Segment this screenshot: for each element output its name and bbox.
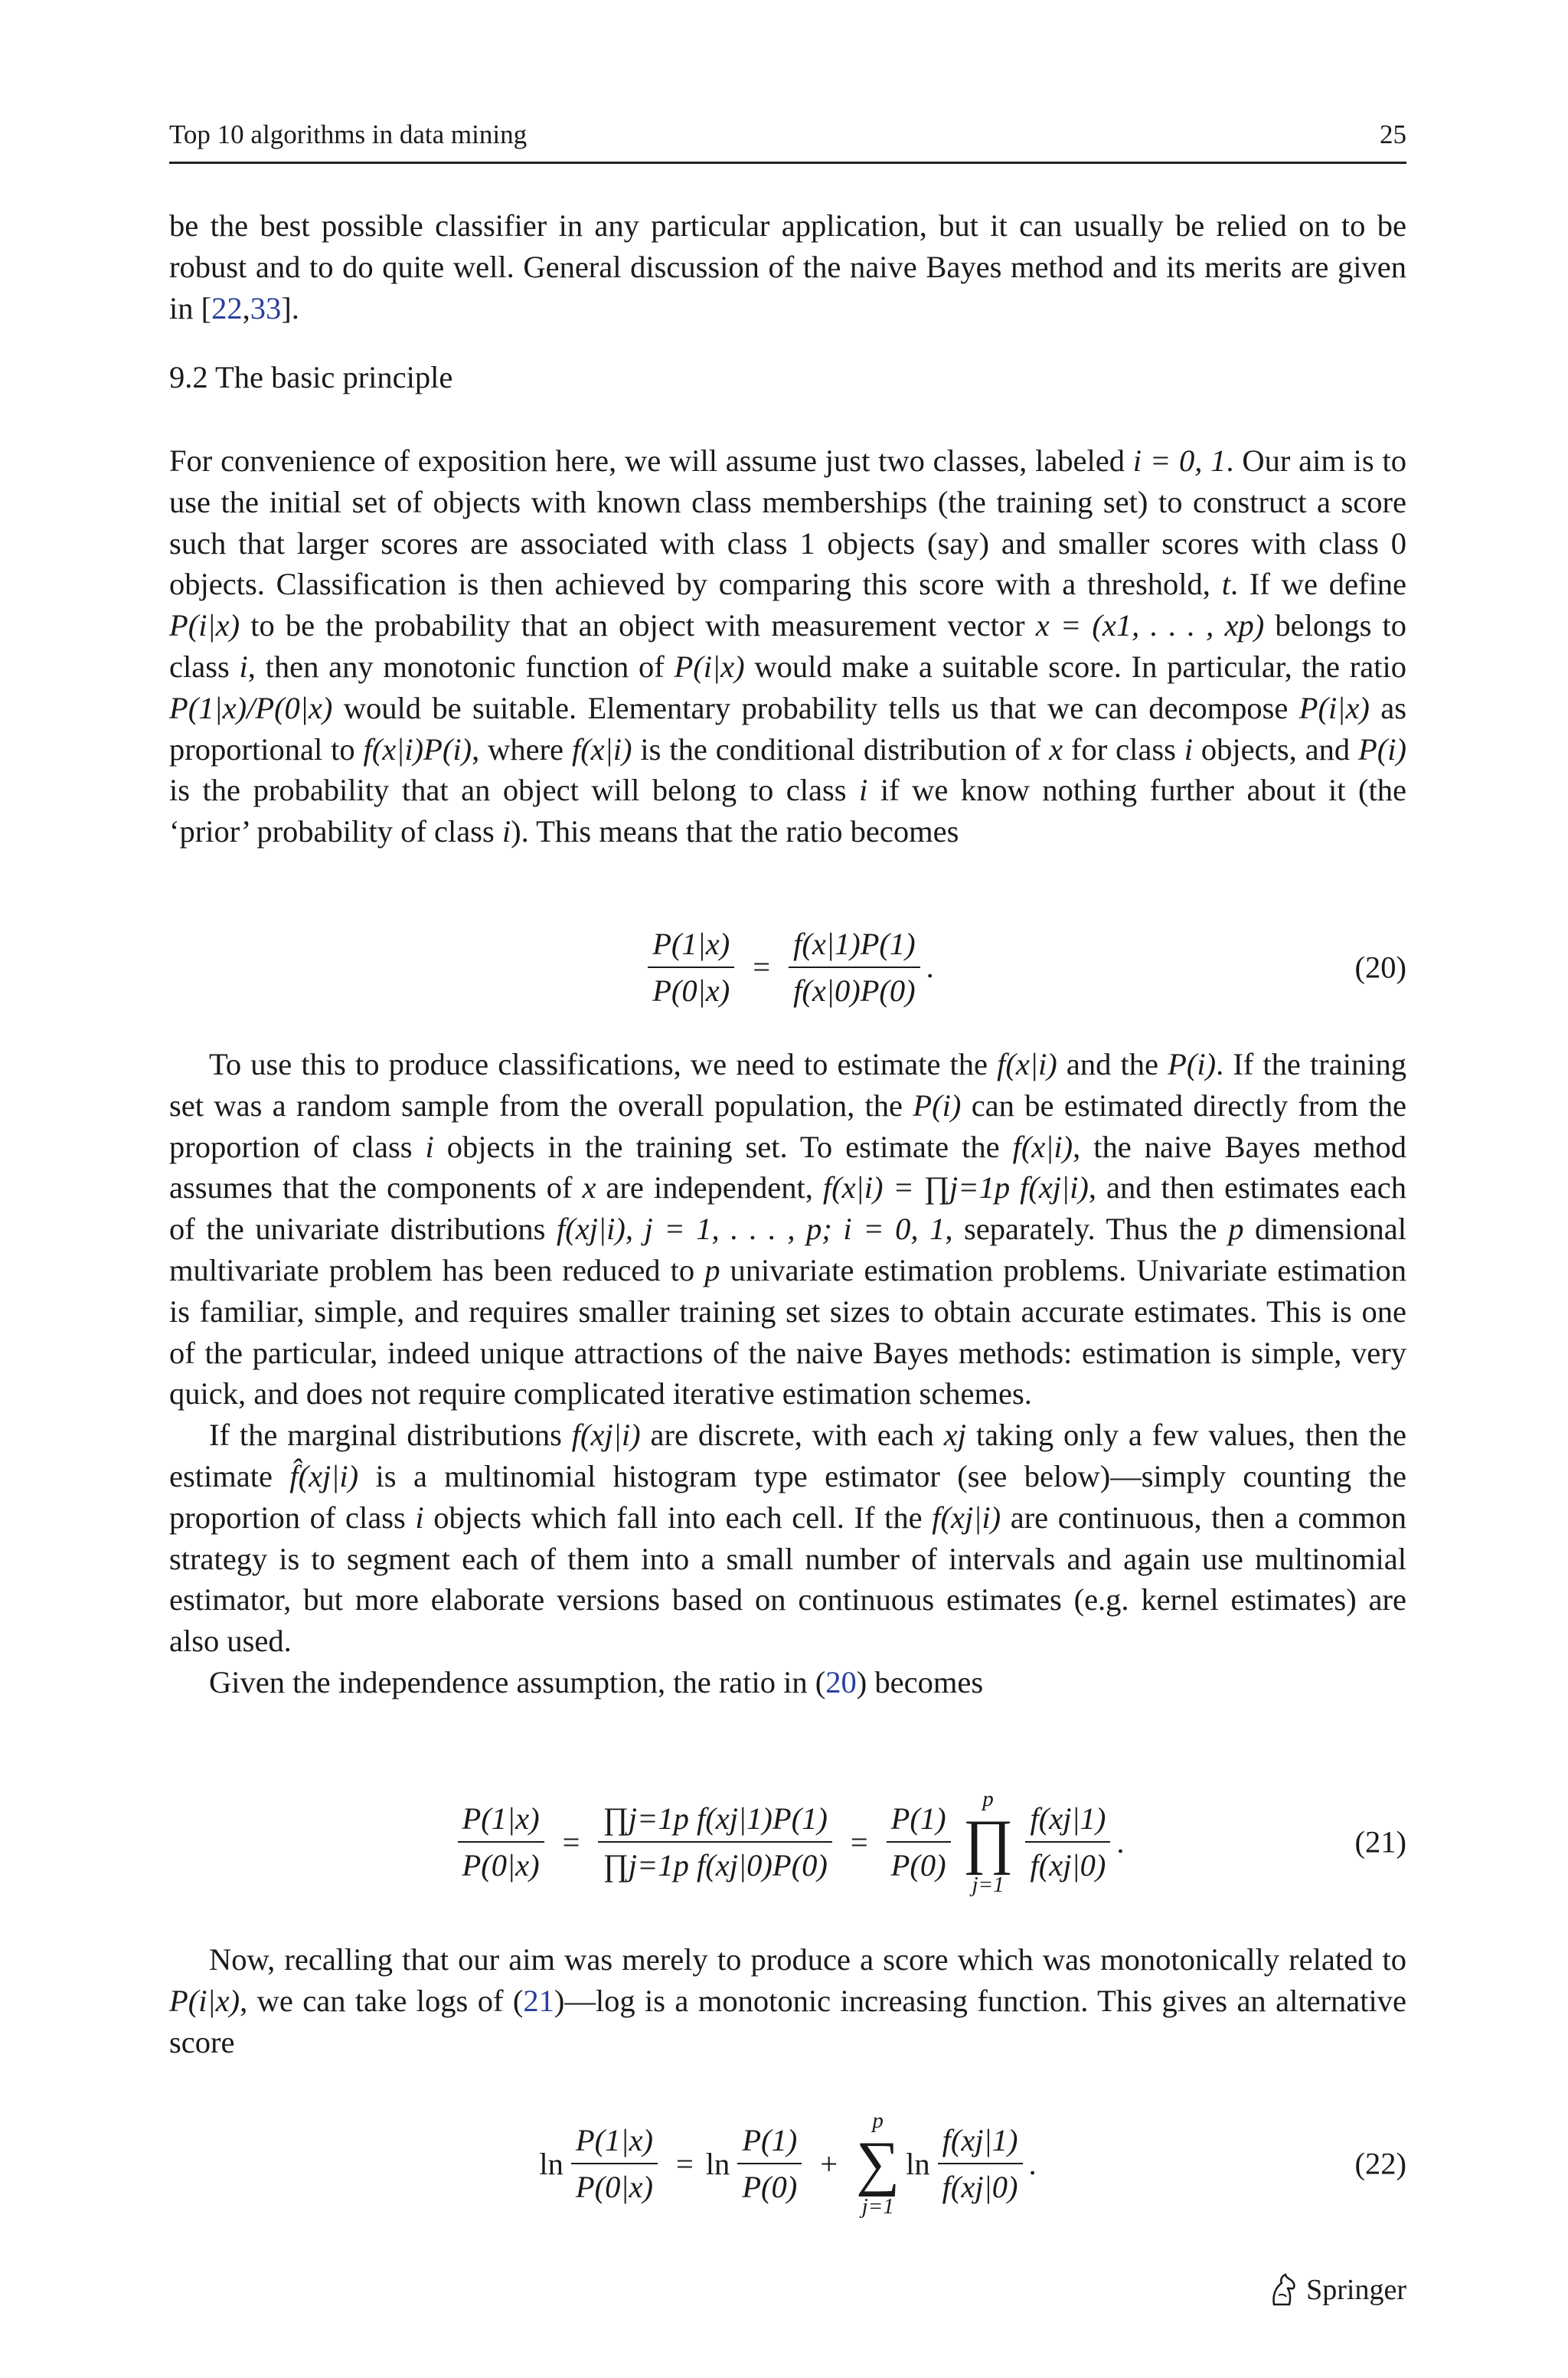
running-header (169, 115, 1406, 155)
publisher-name: Springer (1306, 2274, 1406, 2306)
equation-reference-link[interactable]: 20 (825, 1664, 857, 1699)
fraction: $\frac{P(1|x)}{P(0|x)}$ (571, 2122, 658, 2205)
citation-link[interactable]: 22 (211, 290, 243, 325)
publisher-logo (1268, 2268, 1406, 2311)
paragraph-estimation: To use this to produce classifications, we need to estimate the f(x|i) and the P(i). If the training set was a random sample from the overall population, the P(i) can be estimated directly from the proportion of class i objects in the training set. To estimate the f(x|i), the naive Bayes method assumes that the components of x are independent, f(x|i) = ∏j=1p f(xj|i), and then estimates each of the univariate distributions f(xj|i), j = 1, . . . , p; i = 0, 1, separately. Thus the p dimensional multivariate problem has been reduced to p univariate estimation problems. Univariate estimation is familiar, simple, and requires smaller training set sizes to obtain accurate estimates. This is one of the particular, indeed unique attractions of the naive Bayes methods: estimation is simple, very quick, and does not require complicated iterative estimation schemes. If the marginal distributions f(xj|i) are discrete, with each xj taking only a few values, then the estimate f̂(xj|i) is a multinomial histogram type estimator (see below)—simply counting the proportion of class i objects which fall into each cell. If the f(xj|i) are continuous, then a common strategy is to segment each of them into a small number of intervals and again use multinomial estimator, but more elaborate versions based on continuous estimates (e.g. kernel estimates) are also used. Given the independence assumption, the ratio in (20) becomes (169, 1047, 1406, 1699)
fraction: $\frac{f(xj|1)}{f(xj|0)}$ (938, 2122, 1023, 2205)
sum-operator: p ∑ j=1 (856, 2108, 900, 2219)
equation-21: $\frac{P(1|x)}{P(0|x)}$ = $\frac{\text{∏j=1p f(xj|1)P(1)}}{\text{∏j=1p f(xj|0)P(0)}}$ = $\frac{P(1)}{P(0)}$ p ∏ j=1 $\frac{f(xj|1)}{f(xj|0)}$ . (21) (169, 1781, 1406, 1903)
fraction: $\frac{P(1|x)}{P(0|x)}$ (458, 1801, 544, 1883)
journal-title: Top 10 algorithms in data mining (169, 119, 528, 149)
fraction: $\frac{P(1|x)}{P(0|x)}$ (648, 926, 734, 1009)
equation-number: (21) (1354, 1824, 1406, 1860)
fraction: $\frac{\text{∏j=1p f(xj|1)P(1)}}{\text{∏j=1p f(xj|0)P(0)}}$ (598, 1801, 831, 1883)
header-rule (169, 162, 1406, 164)
page-number: 25 (1380, 119, 1406, 149)
equation-22: ln $\frac{P(1|x)}{P(0|x)}$ = ln $\frac{P(1)}{P(0)}$ + p ∑ j=1 ln $\frac{f(xj|1)}{f(xj|0)}$ . (22) (539, 2108, 1406, 2219)
equation-number: (22) (1354, 2146, 1406, 2181)
citation-link[interactable]: 33 (250, 290, 282, 325)
equation-reference-link[interactable]: 21 (523, 1983, 554, 2018)
intro-paragraph: be the best possible classifier in any particular application, but it can usually be relied on to be robust and to do quite well. General discussion of the naive Bayes method and its merits are given in [22,33]. (169, 208, 1406, 325)
equation-number: (20) (1354, 950, 1406, 984)
fraction: $\frac{P(1)}{P(0)}$ (737, 2122, 802, 2205)
fraction: $\frac{f(x|1)P(1)}{f(x|0)P(0)}$ (789, 926, 920, 1009)
springer-horse-icon (1268, 2272, 1298, 2308)
paragraph-log-score: Now, recalling that our aim was merely to produce a score which was monotonically related to P(i|x), we can take logs of (21)—log is a monotonic increasing function. This gives an alternative score (169, 1942, 1406, 2059)
paragraph-basic-principle: For convenience of exposition here, we will assume just two classes, labeled i = 0, 1. Our aim is to use the initial set of objects with known class memberships (the training set) to construct a score such that larger scores are associated with class 1 objects (say) and smaller scores with class 0 objects. Classification is then achieved by comparing this score with a threshold, t. If we define P(i|x) to be the probability that an object with measurement vector x = (x1, . . . , xp) belongs to class i, then any monotonic function of P(i|x) would make a suitable score. In particular, the ratio P(1|x)/P(0|x) would be suitable. Elementary probability tells us that we can decompose P(i|x) as proportional to f(x|i)P(i), where f(x|i) is the conditional distribution of x for class i objects, and P(i) is the probability that an object will belong to class i if we know nothing further about it (the ‘prior’ probability of class i). This means that the ratio becomes (169, 443, 1407, 849)
section-heading: 9.2 The basic principle (169, 360, 453, 394)
fraction: $\frac{f(xj|1)}{f(xj|0)}$ (1025, 1801, 1110, 1883)
equation-20: $\frac{P(1|x)}{P(0|x)}$ = $\frac{f(x|1)P(1)}{f(x|0)P(0)}$ . (20) (169, 915, 1406, 1019)
fraction: $\frac{P(1)}{P(0)}$ (887, 1801, 951, 1883)
product-operator: p ∏ j=1 (962, 1787, 1014, 1897)
